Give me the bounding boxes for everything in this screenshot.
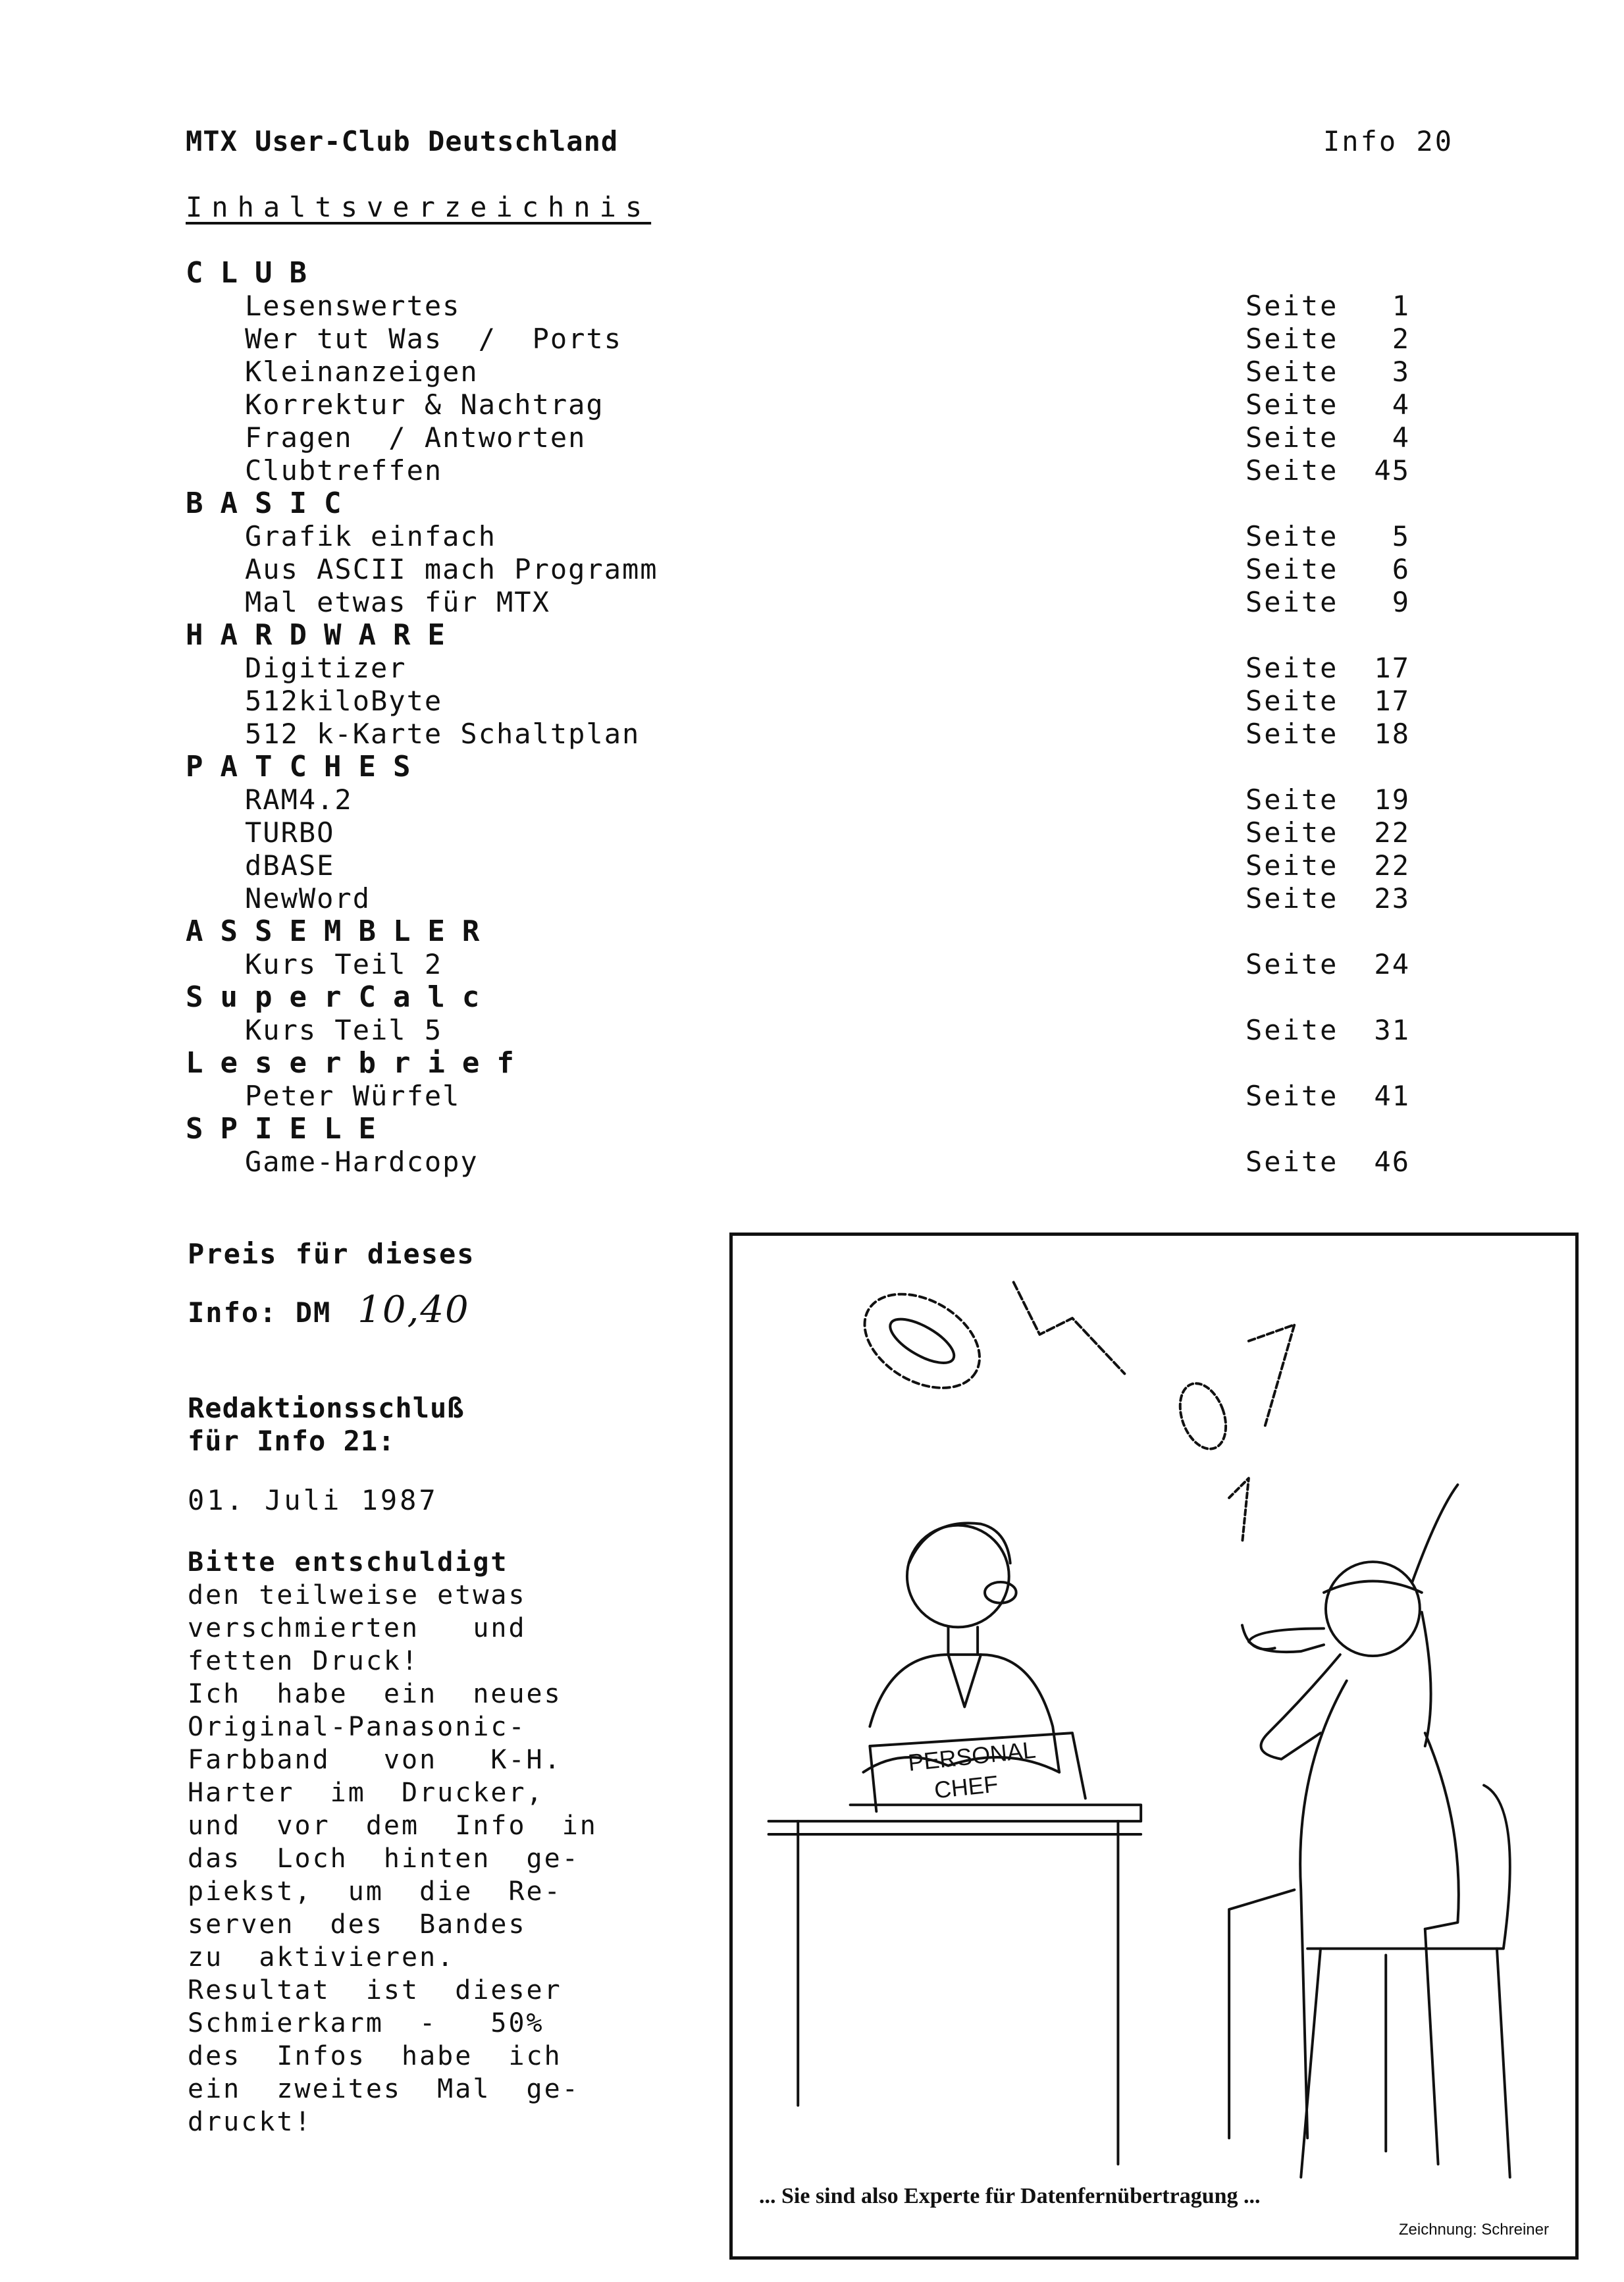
toc-entry-page-number: 17 bbox=[1374, 652, 1410, 684]
toc-entry-seite-label: Seite bbox=[1245, 882, 1339, 915]
toc-entry-title: Aus ASCII mach Programm bbox=[245, 553, 658, 585]
cartoon-drawing bbox=[733, 1236, 1575, 2256]
cartoon-credit: Zeichnung: Schreiner bbox=[1398, 2221, 1549, 2239]
toc-entry-seite-label: Seite bbox=[1245, 1014, 1339, 1046]
toc-entry-page-number: 22 bbox=[1374, 849, 1410, 882]
toc-entry-page-number: 4 bbox=[1392, 388, 1410, 421]
toc-entry bbox=[186, 783, 1436, 816]
toc-entry-seite-label: Seite bbox=[1245, 290, 1339, 322]
toc-entry bbox=[186, 1146, 1436, 1179]
toc-entry-title: RAM4.2 bbox=[245, 783, 353, 816]
toc-entry-seite-label: Seite bbox=[1245, 421, 1339, 454]
price-line bbox=[188, 1290, 583, 1333]
toc-entry-title: Kleinanzeigen bbox=[245, 356, 479, 388]
toc-entry bbox=[186, 421, 1436, 454]
toc-section-heading: BASIC bbox=[186, 487, 359, 520]
toc-entry bbox=[186, 1014, 1436, 1047]
toc-section-heading: PATCHES bbox=[186, 750, 428, 783]
toc-entry-page-number: 3 bbox=[1392, 356, 1410, 388]
toc-entry-title: Game-Hardcopy bbox=[245, 1146, 479, 1178]
toc-entry-seite-label: Seite bbox=[1245, 1080, 1339, 1112]
toc-entry-title: TURBO bbox=[245, 816, 335, 849]
toc-entry-title: Wer tut Was / Ports bbox=[245, 323, 623, 355]
toc-entry bbox=[186, 948, 1436, 981]
toc-entry-page-number: 22 bbox=[1374, 816, 1410, 849]
toc-entry-seite-label: Seite bbox=[1245, 948, 1339, 980]
chair bbox=[1301, 1786, 1510, 2177]
toc-entry-title: Lesenswertes bbox=[245, 290, 461, 322]
toc-entry bbox=[186, 388, 1436, 421]
price-handwritten: 10,40 bbox=[357, 1288, 470, 1331]
toc-entry-page-number: 6 bbox=[1392, 553, 1410, 585]
toc-entry-page-number: 9 bbox=[1392, 586, 1410, 618]
toc-entry bbox=[186, 685, 1436, 718]
toc-entry-title: dBASE bbox=[245, 849, 335, 882]
applicant bbox=[1229, 1485, 1459, 2164]
toc-entry bbox=[186, 356, 1436, 388]
toc-entry-seite-label: Seite bbox=[1245, 356, 1339, 388]
toc-entry bbox=[186, 652, 1436, 685]
toc-entry bbox=[186, 816, 1436, 849]
toc-entry-title: Grafik einfach bbox=[245, 520, 497, 552]
sign-line-2: CHEF bbox=[933, 1770, 1000, 1804]
smoke-digits bbox=[848, 1275, 1294, 1543]
toc-section-heading: ASSEMBLER bbox=[186, 915, 497, 948]
toc-entry-title: Digitizer bbox=[245, 652, 407, 684]
toc-title: Inhaltsverzeichnis bbox=[186, 191, 652, 223]
toc-entry bbox=[186, 1080, 1436, 1113]
toc-section-heading: SuperCalc bbox=[186, 980, 497, 1014]
toc-entry-title: 512kiloByte bbox=[245, 685, 443, 717]
toc-entry-page-number: 23 bbox=[1374, 882, 1410, 915]
toc-entry bbox=[186, 586, 1436, 619]
toc-entry-seite-label: Seite bbox=[1245, 323, 1339, 355]
club-name: MTX User-Club Deutschland bbox=[186, 125, 619, 157]
cartoon bbox=[729, 1233, 1579, 2260]
deadline-date: 01. Juli 1987 bbox=[188, 1484, 438, 1516]
toc-entry-page-number: 1 bbox=[1392, 290, 1410, 322]
toc-entry-page-number: 17 bbox=[1374, 685, 1410, 717]
toc-entry bbox=[186, 849, 1436, 882]
toc-section-heading: Leserbrief bbox=[186, 1046, 531, 1080]
issue-number: Info 20 bbox=[1323, 125, 1454, 157]
toc-entry-seite-label: Seite bbox=[1245, 454, 1339, 487]
toc-entry-seite-label: Seite bbox=[1245, 553, 1339, 585]
toc-entry-title: Clubtreffen bbox=[245, 454, 443, 487]
toc-entry-seite-label: Seite bbox=[1245, 1146, 1339, 1178]
toc-entry-seite-label: Seite bbox=[1245, 652, 1339, 684]
deadline-label bbox=[188, 1392, 583, 1458]
deadline-line-1: Redaktionsschluß bbox=[188, 1392, 465, 1424]
toc-section-heading: HARDWARE bbox=[186, 618, 462, 652]
toc-entry bbox=[186, 520, 1436, 553]
toc-entry bbox=[186, 323, 1436, 356]
toc-entry-title: Peter Würfel bbox=[245, 1080, 461, 1112]
desk bbox=[769, 1805, 1141, 2164]
toc-section-heading: SPIELE bbox=[186, 1112, 393, 1146]
toc-entry bbox=[186, 882, 1436, 915]
deadline-line-2: für Info 21: bbox=[188, 1425, 396, 1457]
toc-entry-page-number: 5 bbox=[1392, 520, 1410, 552]
toc-entry-seite-label: Seite bbox=[1245, 783, 1339, 816]
toc-entry bbox=[186, 718, 1436, 751]
toc-entry-seite-label: Seite bbox=[1245, 816, 1339, 849]
toc-entry-title: Kurs Teil 2 bbox=[245, 948, 443, 980]
toc-entry-seite-label: Seite bbox=[1245, 586, 1339, 618]
sign-line-1: PERSONAL bbox=[906, 1736, 1037, 1776]
toc-entry-page-number: 46 bbox=[1374, 1146, 1410, 1178]
apology-heading: Bitte entschuldigt bbox=[188, 1547, 509, 1578]
apology-note bbox=[188, 1546, 598, 2138]
toc-entry-page-number: 19 bbox=[1374, 783, 1410, 816]
toc-entry-title: Korrektur & Nachtrag bbox=[245, 388, 604, 421]
toc-entry-title: Mal etwas für MTX bbox=[245, 586, 550, 618]
price-label: Preis für dieses bbox=[188, 1238, 475, 1270]
table-of-contents bbox=[186, 257, 1436, 1179]
toc-entry-title: 512 k-Karte Schaltplan bbox=[245, 718, 641, 750]
toc-entry-page-number: 24 bbox=[1374, 948, 1410, 980]
toc-entry-seite-label: Seite bbox=[1245, 388, 1339, 421]
toc-entry-page-number: 45 bbox=[1374, 454, 1410, 487]
toc-entry bbox=[186, 454, 1436, 487]
toc-entry-page-number: 41 bbox=[1374, 1080, 1410, 1112]
toc-entry-page-number: 31 bbox=[1374, 1014, 1410, 1046]
price-prefix: Info: DM bbox=[188, 1296, 332, 1329]
toc-entry-title: Kurs Teil 5 bbox=[245, 1014, 443, 1046]
toc-entry-title: Fragen / Antworten bbox=[245, 421, 587, 454]
toc-entry-title: NewWord bbox=[245, 882, 371, 915]
toc-entry bbox=[186, 553, 1436, 586]
toc-entry bbox=[186, 290, 1436, 323]
cartoon-caption: ... Sie sind also Experte für Datenfernübertragung ... bbox=[759, 2184, 1261, 2208]
info-column bbox=[188, 1238, 598, 2138]
toc-entry-seite-label: Seite bbox=[1245, 685, 1339, 717]
toc-entry-seite-label: Seite bbox=[1245, 849, 1339, 882]
toc-entry-seite-label: Seite bbox=[1245, 718, 1339, 750]
toc-section-heading: CLUB bbox=[186, 256, 324, 290]
toc-entry-seite-label: Seite bbox=[1245, 520, 1339, 552]
toc-entry-page-number: 4 bbox=[1392, 421, 1410, 454]
toc-entry-page-number: 18 bbox=[1374, 718, 1410, 750]
apology-body: den teilweise etwas verschmierten und fetten Druck! Ich habe ein neues Original-Panasonic- Farbband von K-H. Harter im Drucker, und vor dem Info in das Loch hinten ge- piekst, um die Re- serven des Bandes zu aktivieren. Resultat ist dieser Schmierkarm - 50% des Infos habe ich ein zweites Mal ge- druckt! bbox=[188, 1580, 598, 2137]
toc-entry-page-number: 2 bbox=[1392, 323, 1410, 355]
